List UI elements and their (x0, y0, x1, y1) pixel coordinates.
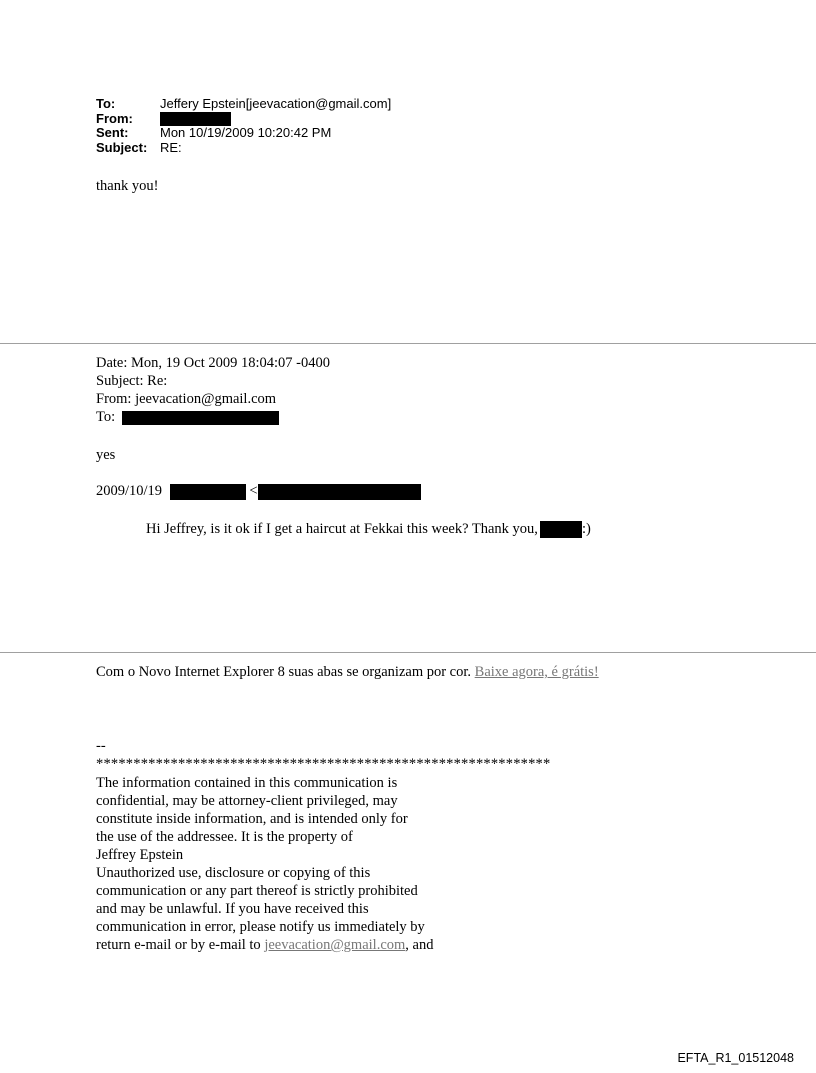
disclaimer-line: Jeffrey Epstein (96, 847, 184, 863)
reply-body: thank you! (96, 178, 159, 194)
to-row (96, 97, 391, 112)
message-end: :) (581, 521, 591, 537)
disclaimer-line: communication in error, please notify us immediately by (96, 919, 425, 935)
subject-label: Subject: (96, 139, 148, 155)
disclaimer-line: communication or any part thereof is strictly prohibited (96, 883, 418, 899)
disclaimer-line: constitute inside information, and is intended only for (96, 811, 408, 827)
to-value: Jeffery Epstein[jeevacation@gmail.com] (160, 96, 392, 111)
disclaimer-last-line (96, 936, 433, 954)
disclaimer-line: and may be unlawful. If you have received this (96, 901, 369, 917)
disclaimer-line: the use of the addressee. It is the property of (96, 829, 353, 845)
redaction-block (540, 521, 582, 538)
ad-link[interactable]: Baixe agora, é grátis! (474, 664, 599, 680)
divider (0, 652, 816, 653)
separator-stars: ************************************************************* (96, 756, 551, 772)
signature-dashes: -- (96, 738, 106, 754)
disclaimer-line: The information contained in this communication is (96, 775, 398, 791)
quoted-to-row (96, 408, 279, 426)
attribution-line (96, 482, 421, 500)
email-header (96, 97, 391, 155)
sent-row (96, 126, 391, 141)
quoted-date: Date: Mon, 19 Oct 2009 18:04:07 -0400 (96, 355, 330, 371)
quoted-reply: yes (96, 447, 116, 463)
disclaimer-last-suffix: , and (405, 937, 434, 953)
disclaimer-block (96, 774, 433, 954)
disclaimer-line: confidential, may be attorney-client privileged, may (96, 793, 398, 809)
attribution-date: 2009/10/19 (96, 483, 163, 499)
quoted-from: From: jeevacation@gmail.com (96, 391, 277, 407)
redaction-block (258, 484, 421, 500)
redaction-block (170, 484, 246, 500)
from-row (96, 112, 391, 127)
sent-label: Sent: (96, 125, 129, 140)
quoted-to-label: To: (96, 409, 116, 425)
subject-value: RE: (160, 139, 182, 155)
ad-text: Com o Novo Internet Explorer 8 suas abas se organizam por cor. (96, 664, 472, 680)
ad-line (96, 663, 599, 681)
from-label: From: (96, 110, 133, 126)
divider (0, 343, 816, 344)
document-id: EFTA_R1_01512048 (677, 1051, 794, 1065)
disclaimer-line: Unauthorized use, disclosure or copying of this (96, 865, 371, 881)
email-link[interactable]: jeevacation@gmail.com (264, 937, 406, 953)
attribution-lt: < (249, 483, 258, 499)
sent-value: Mon 10/19/2009 10:20:42 PM (160, 125, 332, 140)
message-text: Hi Jeffrey, is it ok if I get a haircut at Fekkai this week? Thank you, (146, 521, 538, 537)
disclaimer-last-prefix: return e-mail or by e-mail to (96, 937, 265, 953)
redaction-block (122, 411, 279, 425)
quoted-subject: Subject: Re: (96, 373, 168, 389)
redaction-block (160, 112, 231, 126)
subject-row (96, 141, 391, 156)
original-message (146, 520, 591, 538)
to-label: To: (96, 96, 116, 111)
